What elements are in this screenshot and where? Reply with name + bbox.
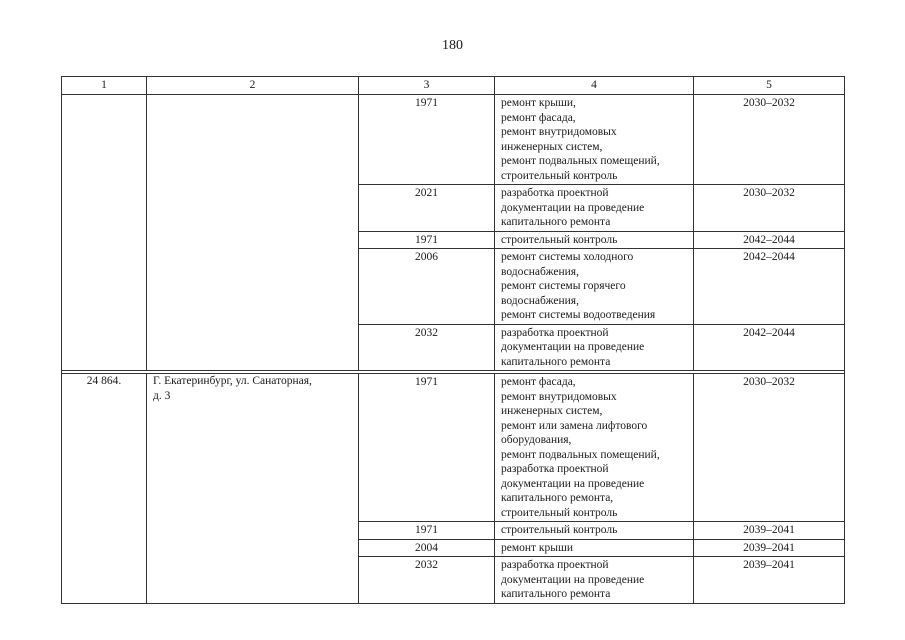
table-row — [62, 95, 845, 185]
object-number — [62, 95, 147, 371]
work-type-cell — [495, 249, 694, 325]
work-line: ремонт внутридомовых — [501, 126, 617, 138]
period-cell: 2039–2041 — [694, 522, 845, 540]
year-cell: 2006 — [359, 249, 495, 325]
work-line: капитального ремонта — [501, 216, 611, 228]
work-line: разработка проектной — [501, 559, 609, 571]
column-header-5: 5 — [694, 77, 845, 95]
work-line: капитального ремонта — [501, 355, 611, 368]
work-line: документации на проведение — [501, 201, 645, 214]
table-row — [62, 374, 845, 522]
work-line: строительный контроль — [501, 506, 618, 519]
work-line: ремонт системы горячего — [501, 280, 626, 292]
work-line: строительный контроль — [501, 169, 618, 182]
work-line: документации на проведение — [501, 477, 645, 490]
object-address — [147, 95, 359, 371]
column-header-1: 1 — [62, 77, 147, 95]
table-body — [62, 95, 845, 604]
address-line: Г. Екатеринбург, ул. Санаторная, — [153, 375, 312, 387]
period-cell: 2042–2044 — [694, 231, 845, 249]
year-cell: 2032 — [359, 557, 495, 604]
work-line: ремонт фасада, — [501, 111, 576, 124]
work-line: разработка проектной — [501, 187, 609, 199]
work-line: ремонт подвальных помещений, — [501, 155, 660, 167]
work-line: водоснабжения, — [501, 265, 579, 278]
work-line: капитального ремонта, — [501, 492, 614, 504]
work-line: строительный контроль — [501, 233, 618, 246]
year-cell: 1971 — [359, 231, 495, 249]
work-type-cell — [495, 185, 694, 232]
year-cell: 2032 — [359, 324, 495, 371]
work-type-cell — [495, 231, 694, 249]
work-line: ремонт крыши — [501, 541, 574, 554]
period-cell: 2039–2041 — [694, 539, 845, 557]
year-cell: 1971 — [359, 374, 495, 522]
address-line: д. 3 — [153, 389, 171, 402]
year-cell: 1971 — [359, 95, 495, 185]
work-line: ремонт подвальных помещений, — [501, 448, 660, 461]
object-address — [147, 374, 359, 604]
work-line: документации на проведение — [501, 341, 645, 353]
repair-schedule-table — [61, 76, 845, 604]
work-line: ремонт фасада, — [501, 376, 576, 388]
work-line: ремонт внутридомовых — [501, 390, 617, 403]
work-type-cell — [495, 522, 694, 540]
work-line: ремонт или замена лифтового — [501, 419, 648, 432]
period-cell: 2030–2032 — [694, 374, 845, 522]
object-number: 24 864. — [62, 374, 147, 604]
column-header-2: 2 — [147, 77, 359, 95]
work-line: инженерных систем, — [501, 140, 603, 153]
period-cell: 2042–2044 — [694, 249, 845, 325]
work-type-cell — [495, 95, 694, 185]
work-line: капитального ремонта — [501, 588, 611, 600]
work-line: разработка проектной — [501, 326, 609, 339]
work-type-cell — [495, 324, 694, 371]
work-line: документации на проведение — [501, 573, 645, 586]
year-cell: 1971 — [359, 522, 495, 540]
table-header — [62, 77, 845, 95]
work-line: ремонт системы холодного — [501, 251, 634, 263]
work-line: ремонт крыши, — [501, 97, 576, 109]
year-cell: 2004 — [359, 539, 495, 557]
period-cell: 2030–2032 — [694, 185, 845, 232]
year-cell: 2021 — [359, 185, 495, 232]
work-line: оборудования, — [501, 434, 572, 446]
column-header-3: 3 — [359, 77, 495, 95]
work-line: инженерных систем, — [501, 405, 603, 417]
work-line: водоснабжения, — [501, 294, 579, 307]
column-header-4: 4 — [495, 77, 694, 95]
work-type-cell — [495, 539, 694, 557]
work-line: ремонт системы водоотведения — [501, 309, 656, 321]
page-number: 180 — [442, 38, 463, 53]
work-type-cell — [495, 557, 694, 604]
work-type-cell — [495, 374, 694, 522]
period-cell: 2042–2044 — [694, 324, 845, 371]
work-line: строительный контроль — [501, 524, 618, 536]
work-line: разработка проектной — [501, 463, 609, 475]
period-cell: 2039–2041 — [694, 557, 845, 604]
period-cell: 2030–2032 — [694, 95, 845, 185]
